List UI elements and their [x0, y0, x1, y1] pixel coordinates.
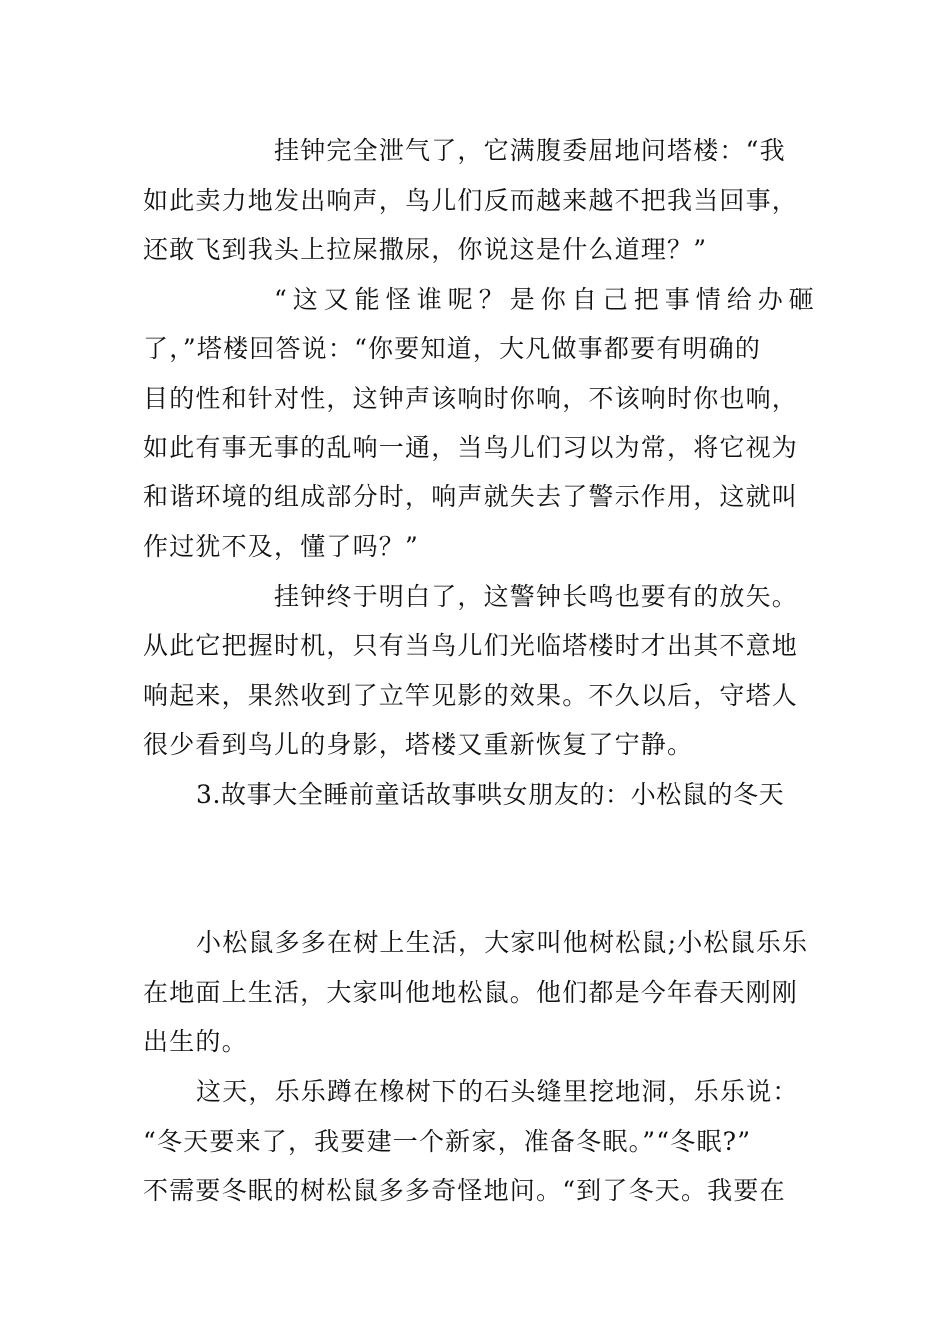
text-line: 如此卖力地发出响声，鸟儿们反而越来越不把我当回事，	[143, 186, 799, 215]
text-line: 小松鼠多多在树上生活，大家叫他树松鼠;小松鼠乐乐	[196, 928, 809, 957]
section-heading: 3.故事大全睡前童话故事哄女朋友的：小松鼠的冬天	[196, 780, 785, 809]
text-line: 了，”塔楼回答说：“你要知道，大凡做事都要有明确的	[143, 334, 762, 363]
text-line: “这又能怪谁呢？是你自己把事情给办砸	[274, 285, 820, 314]
text-line: 还敢飞到我头上拉屎撒尿，你说这是什么道理？”	[143, 235, 708, 264]
text-line: 从此它把握时机，只有当鸟儿们光临塔楼时才出其不意地	[143, 631, 799, 660]
text-line: “冬天要来了，我要建一个新家，准备冬眠。”“冬眠?”	[143, 1127, 752, 1156]
text-line: 在地面上生活，大家叫他地松鼠。他们都是今年春天刚刚	[143, 978, 799, 1007]
text-line: 很少看到鸟儿的身影，塔楼又重新恢复了宁静。	[143, 730, 694, 759]
text-line: 作过犹不及，懂了吗？”	[143, 532, 419, 561]
text-line: 和谐环境的组成部分时，响声就失去了警示作用，这就叫	[143, 482, 799, 511]
text-line: 如此有事无事的乱响一通，当鸟儿们习以为常，将它视为	[143, 433, 799, 462]
text-line: 出生的。	[143, 1027, 248, 1056]
text-line: 响起来，果然收到了立竿见影的效果。不久以后，守塔人	[143, 681, 799, 710]
text-line: 挂钟终于明白了，这警钟长鸣也要有的放矢。	[274, 582, 799, 611]
text-line: 这天，乐乐蹲在橡树下的石头缝里挖地洞，乐乐说：	[196, 1077, 799, 1106]
text-line: 挂钟完全泄气了，它满腹委屈地问塔楼：“我	[274, 136, 786, 165]
text-line: 目的性和针对性，这钟声该响时你响，不该响时你也响，	[143, 384, 799, 413]
text-line: 不需要冬眠的树松鼠多多奇怪地问。“到了冬天。我要在	[143, 1176, 786, 1205]
